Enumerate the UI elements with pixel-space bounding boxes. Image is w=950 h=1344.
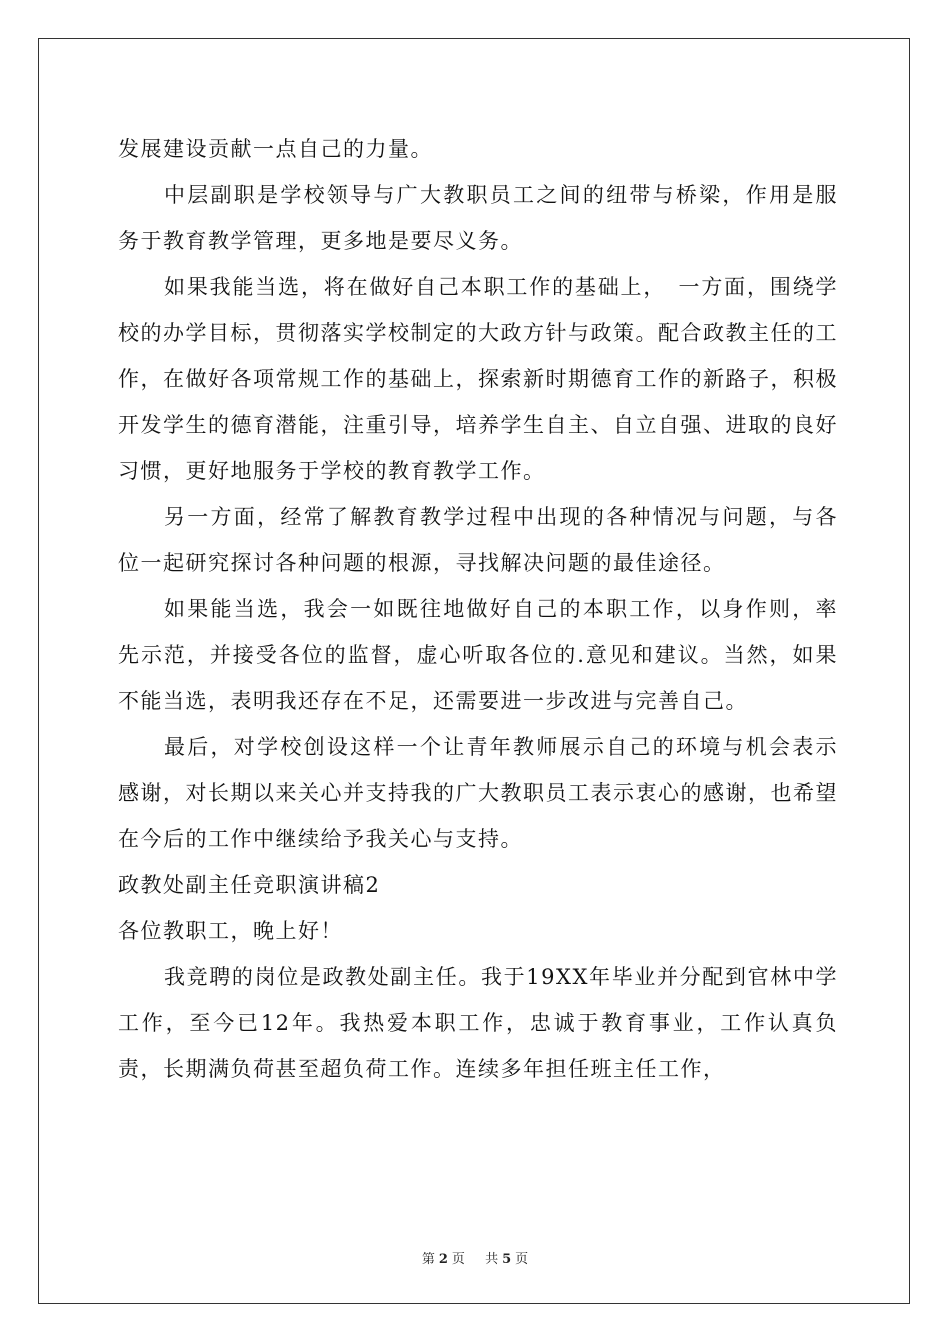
page-footer [0,1248,950,1267]
page-number: 2 [438,1252,448,1267]
total-prefix: 共 [485,1252,499,1267]
paragraph-5: 如果能当选，我会一如既往地做好自己的本职工作，以身作则，率先示范，并接受各位的监督，虚心听取各位的.意见和建议。当然，如果不能当选，表明我还存在不足，还需要进一步改进与完善自己。 [118,597,838,713]
paragraph-6: 最后，对学校创设这样一个让青年教师展示自己的环境与机会表示感谢，对长期以来关心并支持我的广大教职员工表示衷心的感谢，也希望在今后的工作中继续给予我关心与支持。 [118,735,838,851]
document-body [118,126,838,1092]
total-indicator [481,1252,532,1267]
paragraph-1: 发展建设贡献一点自己的力量。 [118,137,433,161]
page-indicator [418,1252,469,1267]
total-pages: 5 [502,1252,512,1267]
paragraph-3: 如果我能当选，将在做好自己本职工作的基础上， 一方面，围绕学校的办学目标，贯彻落实学校制定的大政方针与政策。配合政教主任的工作，在做好各项常规工作的基础上，探索新时期德育工作的新路子，积极开发学生的德育潜能，注重引导，培养学生自主、自立自强、进取的良好习惯，更好地服务于学校的教育教学工作。 [118,275,838,483]
paragraph-2: 中层副职是学校领导与广大教职员工之间的纽带与桥梁，作用是服务于教育教学管理，更多地是要尽义务。 [118,183,838,253]
total-suffix: 页 [515,1252,529,1267]
paragraph-9: 我竞聘的岗位是政教处副主任。我于19XX年毕业并分配到官林中学工作，至今已12年。我热爱本职工作，忠诚于教育事业，工作认真负责，长期满负荷甚至超负荷工作。连续多年担任班主任工作， [118,965,838,1081]
page-suffix: 页 [451,1252,465,1267]
greeting: 各位教职工，晚上好！ [118,919,343,943]
paragraph-4: 另一方面，经常了解教育教学过程中出现的各种情况与问题，与各位一起研究探讨各种问题的根源，寻找解决问题的最佳途径。 [118,505,838,575]
section-title: 政教处副主任竞职演讲稿2 [118,873,381,897]
page-prefix: 第 [421,1252,435,1267]
